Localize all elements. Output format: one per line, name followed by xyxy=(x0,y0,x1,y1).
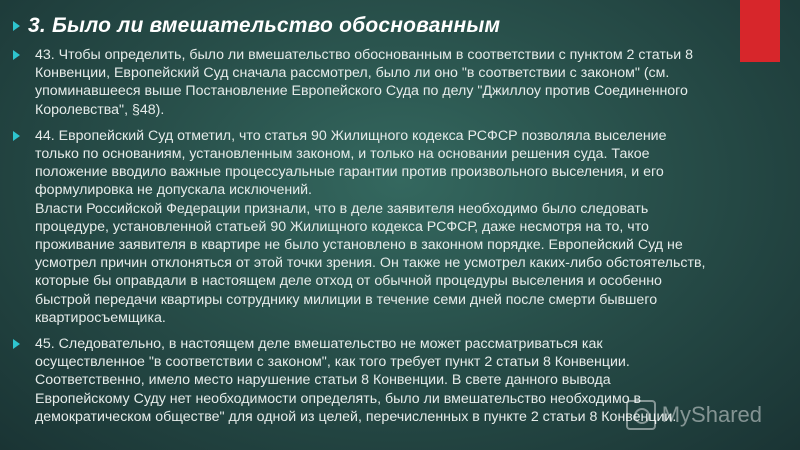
text-line: процедуре, установленной статьей 90 Жилищного кодекса РСФСР, даже несмотря на то, что xyxy=(35,218,649,235)
watermark xyxy=(626,400,762,430)
text-line: Власти Российской Федерации признали, что в деле заявителя необходимо было следовать xyxy=(35,200,649,217)
text-line: которые бы оправдали в настоящем деле отход от обычной процедуры выселения и особенно xyxy=(35,273,662,290)
arrow-bullet-icon xyxy=(13,21,20,31)
arrow-bullet-icon xyxy=(13,339,20,349)
paragraph-text xyxy=(35,127,753,327)
watermark-text: MyShared xyxy=(661,402,762,427)
text-line: 43. Чтобы определить, было ли вмешательство обоснованным в соответствии с пунктом 2 статьи 8 xyxy=(35,47,694,63)
title-row xyxy=(13,14,500,38)
paragraph-44 xyxy=(13,127,753,327)
text-line: 44. Европейский Суд отметил, что статья 90 Жилищного кодекса РСФСР позволяла выселение xyxy=(35,127,667,144)
text-line: формулировка не допускала исключений. xyxy=(35,182,312,199)
paragraph-43 xyxy=(13,46,753,119)
text-line: быстрой передачи квартиры сотруднику милиции в течение семи дней после смерти бывшего xyxy=(35,291,658,308)
text-line: упоминавшееся выше Постановление Европейского Суда по делу "Джиллоу против Соединенного xyxy=(35,83,688,100)
text-line: квартиросъемщика. xyxy=(35,309,166,326)
text-line: только по основаниям, установленным законом, и только на основании решения суда. Такое xyxy=(35,146,650,163)
text-line: Соответственно, имело место нарушение статьи 8 Конвенции. В свете данного вывода xyxy=(35,372,611,389)
slide-title: 3. Было ли вмешательство обоснованным xyxy=(28,14,501,37)
slide-content xyxy=(13,46,753,434)
watermark-logo-icon xyxy=(626,400,656,430)
arrow-bullet-icon xyxy=(13,50,20,60)
text-line: демократическом обществе" для одной из целей, перечисленных в пункте 2 статьи 8 Конвенции. xyxy=(35,408,677,425)
text-line: положение вводило важные процессуальные гарантии против произвольного выселения, и его xyxy=(35,164,664,181)
paragraph-text xyxy=(35,46,753,119)
text-line: Европейскому Суду нет необходимости определять, было ли вмешательство необходимо в xyxy=(35,390,642,407)
text-line: осуществленное "в соответствии с законом", как того требует пункт 2 статьи 8 Конвенции. xyxy=(35,354,630,371)
text-line: усмотрел причин отклоняться от этой точки зрения. Он также не усмотрел каких-либо обстоятельств, xyxy=(35,255,706,272)
text-line: 45. Следовательно, в настоящем деле вмешательство не может рассматриваться как xyxy=(35,336,603,353)
text-line: Конвенции, Европейский Суд сначала рассмотрел, было ли оно "в соответствии с законом" (см. xyxy=(35,65,670,82)
text-line: проживание заявителя в квартире не было установлено в законном порядке. Европейский Суд не xyxy=(35,237,683,254)
text-line: Королевства", §48). xyxy=(35,101,165,118)
arrow-bullet-icon xyxy=(13,131,20,141)
